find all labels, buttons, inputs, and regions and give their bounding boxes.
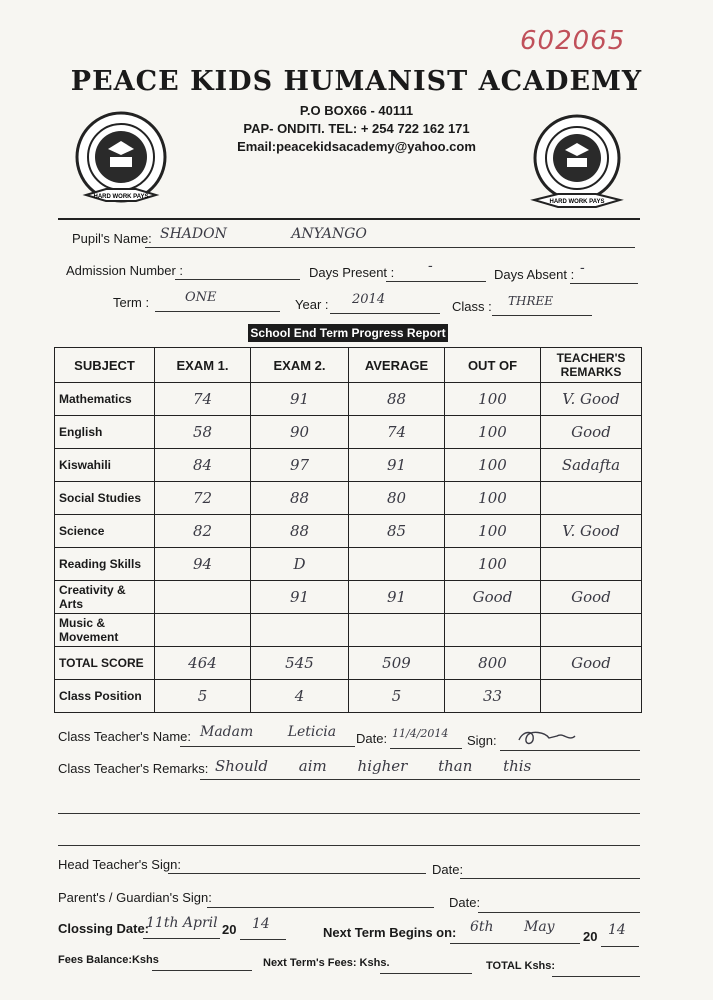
parent-date-line [478, 894, 640, 913]
average-cell: 80 [349, 482, 445, 515]
exam1-cell: 84 [155, 449, 251, 482]
term-label: Term : [113, 295, 150, 310]
school-phone: PAP- ONDITI. TEL: + 254 722 162 171 [243, 121, 470, 136]
parent-date-label: Date: [449, 895, 481, 910]
average-cell: 5 [349, 680, 445, 713]
table-row [55, 680, 642, 713]
exam1-cell: 464 [155, 647, 251, 680]
subject-cell: Class Position [55, 680, 155, 713]
closing-date-label: Clossing Date: [58, 921, 150, 936]
subject-cell: Creativity & Arts [55, 581, 155, 614]
exam1-cell: 82 [155, 515, 251, 548]
exam1-cell: 94 [155, 548, 251, 581]
class-label: Class : [452, 299, 492, 314]
average-cell [349, 614, 445, 647]
next-year-value: 14 [608, 922, 626, 938]
year-value: 2014 [352, 292, 386, 307]
head-date-label: Date: [432, 862, 464, 877]
next-year-prefix: 20 [583, 929, 598, 944]
head-date-line [460, 860, 640, 879]
table-row [55, 548, 642, 581]
next-term-label: Next Term Begins on: [323, 925, 457, 940]
subject-cell: Kiswahili [55, 449, 155, 482]
column-header: EXAM 1. [155, 348, 251, 383]
svg-text:HARD WORK PAYS: HARD WORK PAYS [93, 194, 149, 200]
grades-table [54, 347, 642, 713]
average-cell: 74 [349, 416, 445, 449]
admission-number-label: Admission Number : [66, 263, 184, 278]
column-header: OUT OF [445, 348, 541, 383]
table-header-row [55, 348, 642, 383]
out-of-cell: 100 [445, 383, 541, 416]
school-address: P.O BOX66 - 40111 [299, 103, 414, 118]
term-line [155, 293, 280, 312]
out-of-cell: 100 [445, 548, 541, 581]
subject-cell: Mathematics [55, 383, 155, 416]
remarks-cell: Good [541, 581, 642, 614]
average-cell: 88 [349, 383, 445, 416]
parent-sign-line [207, 889, 434, 908]
parent-sign-label: Parent's / Guardian's Sign: [58, 890, 212, 905]
average-cell: 91 [349, 581, 445, 614]
class-teacher-name-label: Class Teacher's Name: [58, 729, 192, 744]
exam1-cell: 72 [155, 482, 251, 515]
column-header: EXAM 2. [251, 348, 349, 383]
days-absent-value: - [580, 260, 585, 276]
remarks-cell: Sadafta [541, 449, 642, 482]
exam2-cell: 91 [251, 581, 349, 614]
subject-cell: Music & Movement [55, 614, 155, 647]
exam2-cell: 91 [251, 383, 349, 416]
remarks-cell: Good [541, 647, 642, 680]
remarks-cell [541, 680, 642, 713]
days-present-line [386, 263, 486, 282]
exam2-cell: 88 [251, 515, 349, 548]
admission-number-line [175, 261, 300, 280]
teacher-sign-label: Sign: [467, 733, 497, 748]
term-value: ONE [185, 290, 217, 305]
column-header: AVERAGE [349, 348, 445, 383]
table-row [55, 416, 642, 449]
school-name: PEACE KIDS HUMANIST ACADEMY [70, 66, 643, 97]
class-teacher-remarks-value: Should aim higher than this [215, 757, 532, 775]
remarks-cell: Good [541, 416, 642, 449]
days-present-value: - [428, 258, 433, 274]
table-row [55, 449, 642, 482]
header-divider [58, 218, 640, 220]
class-teacher-name-value: Madam Leticia [200, 724, 337, 740]
next-term-fees-line [380, 955, 472, 974]
closing-date-value: 11th April [146, 915, 218, 931]
exam2-cell [251, 614, 349, 647]
document-id-handwritten: 602065 [520, 26, 626, 56]
teacher-remarks-line-2 [58, 795, 640, 814]
out-of-cell: 100 [445, 515, 541, 548]
out-of-cell: 100 [445, 449, 541, 482]
table-row [55, 383, 642, 416]
remarks-cell: V. Good [541, 383, 642, 416]
average-cell: 91 [349, 449, 445, 482]
report-title: School End Term Progress Report [248, 324, 448, 342]
subject-cell: TOTAL SCORE [55, 647, 155, 680]
out-of-cell: 33 [445, 680, 541, 713]
remarks-cell [541, 614, 642, 647]
closing-year-prefix: 20 [222, 922, 237, 937]
teacher-remarks-line-3 [58, 827, 640, 846]
exam2-cell: 4 [251, 680, 349, 713]
out-of-cell: 800 [445, 647, 541, 680]
crest-logo-icon [522, 108, 632, 218]
teacher-signature-icon [515, 726, 585, 748]
out-of-cell [445, 614, 541, 647]
exam1-cell: 58 [155, 416, 251, 449]
pupil-name-value: SHADON ANYANGO [160, 226, 367, 242]
table-row [55, 581, 642, 614]
exam2-cell: 90 [251, 416, 349, 449]
table-row [55, 647, 642, 680]
next-term-value: 6th May [470, 919, 555, 935]
exam1-cell: 74 [155, 383, 251, 416]
teacher-date-label: Date: [356, 731, 388, 746]
exam2-cell: 97 [251, 449, 349, 482]
remarks-cell: V. Good [541, 515, 642, 548]
table-row [55, 482, 642, 515]
class-value: THREE [508, 294, 554, 308]
table-row [55, 614, 642, 647]
closing-year-value: 14 [252, 916, 270, 932]
class-teacher-remarks-label: Class Teacher's Remarks: [58, 761, 209, 776]
subject-cell: Social Studies [55, 482, 155, 515]
fees-balance-label: Fees Balance:Kshs [58, 954, 159, 966]
subject-cell: Science [55, 515, 155, 548]
table-row [55, 515, 642, 548]
pupil-name-label: Pupil's Name: [72, 231, 152, 246]
total-fees-line [552, 958, 640, 977]
days-absent-label: Days Absent : [494, 267, 575, 282]
out-of-cell: 100 [445, 482, 541, 515]
crest-logo-icon [66, 105, 176, 215]
exam1-cell [155, 614, 251, 647]
head-teacher-sign-label: Head Teacher's Sign: [58, 857, 181, 872]
column-header: SUBJECT [55, 348, 155, 383]
subject-cell: Reading Skills [55, 548, 155, 581]
average-cell: 509 [349, 647, 445, 680]
remarks-cell [541, 548, 642, 581]
school-crest-right [522, 108, 632, 223]
subject-cell: English [55, 416, 155, 449]
next-term-fees-label: Next Term's Fees: Kshs. [263, 957, 390, 969]
column-header: TEACHER'S REMARKS [541, 348, 642, 383]
school-email: Email:peacekidsacademy@yahoo.com [237, 139, 476, 154]
out-of-cell: 100 [445, 416, 541, 449]
days-present-label: Days Present : [309, 265, 395, 280]
out-of-cell: Good [445, 581, 541, 614]
average-cell: 85 [349, 515, 445, 548]
exam1-cell [155, 581, 251, 614]
average-cell [349, 548, 445, 581]
fees-balance-line [152, 952, 252, 971]
total-fees-label: TOTAL Kshs: [486, 960, 556, 972]
remarks-cell [541, 482, 642, 515]
head-teacher-sign-line [168, 855, 426, 874]
teacher-date-value: 11/4/2014 [392, 727, 449, 740]
svg-text:HARD WORK PAYS: HARD WORK PAYS [549, 199, 605, 205]
exam2-cell: 545 [251, 647, 349, 680]
exam1-cell: 5 [155, 680, 251, 713]
school-crest-left [66, 105, 176, 220]
exam2-cell: D [251, 548, 349, 581]
year-label: Year : [295, 297, 329, 312]
exam2-cell: 88 [251, 482, 349, 515]
